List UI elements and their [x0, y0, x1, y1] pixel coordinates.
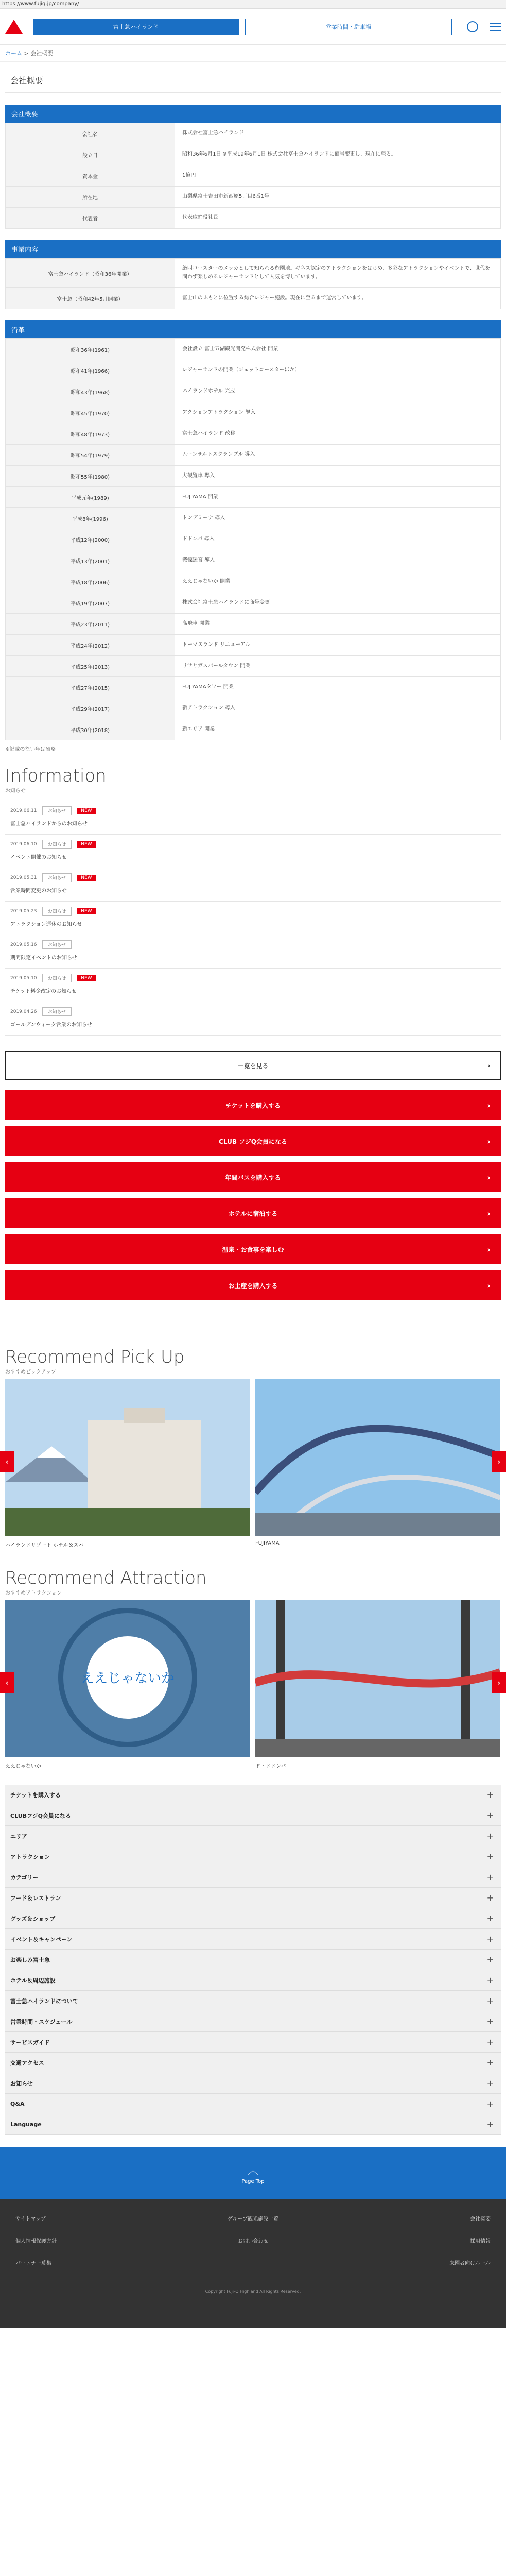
- table-row: [6, 423, 501, 445]
- plus-icon: +: [486, 1893, 494, 1903]
- plus-icon: +: [486, 2099, 494, 2109]
- row-label: 平成23年(2011): [6, 614, 175, 635]
- pickup-carousel: [0, 1379, 506, 1552]
- plus-icon: +: [486, 1810, 494, 1820]
- carousel-prev-button[interactable]: ‹: [0, 1672, 14, 1693]
- footer-link[interactable]: 個人情報保護方針: [15, 2239, 57, 2244]
- cta-button[interactable]: [5, 1090, 501, 1120]
- news-item[interactable]: [5, 835, 501, 868]
- accordion-item[interactable]: [5, 1785, 501, 1805]
- history-table: [5, 338, 501, 740]
- row-label: 平成18年(2006): [6, 571, 175, 592]
- news-meta: [10, 907, 496, 916]
- chevron-up-icon: ︿: [248, 2164, 258, 2176]
- overview-heading: 会社概要: [5, 105, 501, 123]
- table-row: [6, 466, 501, 487]
- attraction-image: [255, 1600, 500, 1757]
- plus-icon: +: [486, 2016, 494, 2026]
- business-table: [5, 258, 501, 309]
- accordion-label: チケットを購入する: [10, 1791, 61, 1799]
- news-title: 富士急ハイランドからのお知らせ: [10, 821, 88, 827]
- pickup-caption: FUJIYAMA: [255, 1540, 280, 1546]
- table-row: [6, 165, 501, 187]
- attraction-caption: ド・ドドンパ: [255, 1764, 286, 1769]
- row-value: アクションアトラクション 導入: [175, 402, 501, 423]
- breadcrumb: [0, 45, 506, 62]
- chevron-right-icon: ›: [487, 1100, 491, 1110]
- info-subtitle: お知らせ: [5, 788, 26, 794]
- accordion-label: 交通アクセス: [10, 2059, 44, 2066]
- table-row: [6, 614, 501, 635]
- plus-icon: +: [486, 2037, 494, 2047]
- table-row: [6, 656, 501, 677]
- cta-label: ホテルに宿泊する: [228, 1210, 278, 1217]
- news-title: 期間限定イベントのお知らせ: [10, 955, 77, 961]
- breadcrumb-current: 会社概要: [30, 50, 54, 57]
- news-date: 2019.06.10: [10, 841, 37, 847]
- table-row: [6, 402, 501, 423]
- accordion-label: サービスガイド: [10, 2039, 50, 2046]
- row-value: 高飛車 開業: [175, 614, 501, 635]
- plus-icon: +: [486, 2058, 494, 2067]
- news-category: お知らせ: [42, 806, 72, 815]
- pickup-card[interactable]: [255, 1379, 500, 1552]
- accordion-label: 富士急ハイランドについて: [10, 1997, 78, 2005]
- attraction-caption: ええじゃないか: [5, 1764, 41, 1769]
- cta-label: 年間パスを購入する: [225, 1174, 281, 1181]
- accordion-label: お知らせ: [10, 2080, 33, 2087]
- row-label: 富士急ハイランド（昭和36年開業）: [6, 259, 175, 288]
- row-label: 平成13年(2001): [6, 550, 175, 571]
- cta-label: チケットを購入する: [225, 1101, 281, 1109]
- menu-icon[interactable]: [490, 23, 501, 31]
- row-value: トーマスランド リニューアル: [175, 635, 501, 656]
- footer-link[interactable]: 会社概要: [469, 2216, 491, 2222]
- history-section: [5, 320, 501, 756]
- news-date: 2019.05.16: [10, 942, 37, 947]
- cta-button[interactable]: [5, 1234, 501, 1264]
- row-label: 平成29年(2017): [6, 698, 175, 719]
- table-row: [6, 288, 501, 309]
- table-row: [6, 187, 501, 208]
- plus-icon: +: [486, 1996, 494, 2006]
- row-value: 1億円: [175, 165, 501, 187]
- news-meta: [10, 806, 496, 815]
- accordion-label: CLUBフジQ会員になる: [10, 1812, 71, 1819]
- row-value: 昭和36年6月1日 ※平成19年6月1日 株式会社富士急ハイランドに商号変更し、現在に至る。: [175, 144, 501, 165]
- table-row: [6, 677, 501, 698]
- row-value: レジャーランドの開業（ジェットコースターほか）: [175, 360, 501, 381]
- news-more-button[interactable]: [5, 1051, 501, 1080]
- pickup-subtitle: おすすめピックアップ: [5, 1369, 56, 1375]
- news-category: お知らせ: [42, 974, 72, 982]
- cta-button[interactable]: [5, 1126, 501, 1156]
- business-heading: 事業内容: [5, 240, 501, 258]
- table-row: [6, 259, 501, 288]
- footer-link[interactable]: パートナー募集: [15, 2261, 51, 2266]
- table-row: [6, 719, 501, 740]
- news-date: 2019.05.10: [10, 975, 37, 981]
- accordion-item[interactable]: [5, 2073, 501, 2094]
- row-value: 代表取締役社長: [175, 208, 501, 229]
- attraction-card[interactable]: [5, 1600, 250, 1773]
- attraction-card[interactable]: [255, 1600, 500, 1773]
- accordion-item[interactable]: [5, 2032, 501, 2053]
- accordion-label: イベント＆キャンペーン: [10, 1936, 73, 1943]
- cta-label: CLUB フジQ会員になる: [219, 1138, 287, 1145]
- row-value: ええじゃないか 開業: [175, 571, 501, 592]
- table-row: [6, 592, 501, 614]
- news-meta: [10, 1007, 496, 1016]
- carousel-next-button[interactable]: ›: [492, 1451, 506, 1472]
- chevron-right-icon: ›: [487, 1280, 491, 1291]
- page-top-button[interactable]: [0, 2147, 506, 2199]
- news-category: お知らせ: [42, 940, 72, 949]
- plus-icon: +: [486, 1975, 494, 1985]
- row-value: 株式会社富士急ハイランドに商号変更: [175, 592, 501, 614]
- footer-link[interactable]: お問い合わせ: [237, 2239, 269, 2244]
- row-label: 平成24年(2012): [6, 635, 175, 656]
- row-label: 平成8年(1996): [6, 508, 175, 529]
- news-item[interactable]: [5, 935, 501, 969]
- accordion-item[interactable]: [5, 1970, 501, 1991]
- cta-label: お土産を購入する: [228, 1282, 278, 1290]
- news-date: 2019.04.26: [10, 1009, 37, 1014]
- accordion-label: 営業時間・スケジュール: [10, 2018, 73, 2025]
- browser-url[interactable]: https://www.fujiq.jp/company/: [0, 0, 506, 9]
- news-category: お知らせ: [42, 1007, 72, 1016]
- row-value: 新アトラクション 導入: [175, 698, 501, 719]
- row-value: ドドンパ 導入: [175, 529, 501, 550]
- accordion-item[interactable]: [5, 1908, 501, 1929]
- attraction-carousel: [0, 1600, 506, 1773]
- footer-link[interactable]: 来園者向けルール: [449, 2261, 491, 2266]
- accordion-item[interactable]: [5, 2114, 501, 2135]
- news-title: ゴールデンウィーク営業のお知らせ: [10, 1022, 92, 1028]
- row-label: 平成元年(1989): [6, 487, 175, 508]
- news-item[interactable]: [5, 801, 501, 835]
- news-date: 2019.05.31: [10, 875, 37, 880]
- carousel-prev-button[interactable]: ‹: [0, 1451, 14, 1472]
- hotel-image: [5, 1379, 250, 1536]
- plus-icon: +: [486, 1852, 494, 1861]
- info-title: Information: [5, 766, 107, 786]
- row-label: 資本金: [6, 165, 175, 187]
- row-label: 昭和36年(1961): [6, 339, 175, 360]
- logo[interactable]: [5, 20, 23, 34]
- cta-button[interactable]: [5, 1162, 501, 1192]
- row-value: 山梨県富士吉田市新西原5丁目6番1号: [175, 187, 501, 208]
- table-row: [6, 550, 501, 571]
- breadcrumb-separator: >: [24, 50, 31, 57]
- accordion-item[interactable]: [5, 2053, 501, 2073]
- site-header: [0, 9, 506, 45]
- row-label: 昭和55年(1980): [6, 466, 175, 487]
- accordion-label: エリア: [10, 1833, 27, 1840]
- accordion-label: フード＆レストラン: [10, 1894, 61, 1902]
- accordion-item[interactable]: [5, 2011, 501, 2032]
- accordion-item[interactable]: [5, 1805, 501, 1826]
- row-label: 設立日: [6, 144, 175, 165]
- table-row: [6, 529, 501, 550]
- carousel-next-button[interactable]: ›: [492, 1672, 506, 1693]
- chevron-right-icon: ›: [487, 1060, 491, 1071]
- table-row: [6, 487, 501, 508]
- accordion-item[interactable]: [5, 1867, 501, 1888]
- row-label: 昭和45年(1970): [6, 402, 175, 423]
- weather-icon[interactable]: [467, 21, 478, 32]
- table-row: [6, 381, 501, 402]
- chevron-right-icon: ›: [487, 1244, 491, 1255]
- table-row: [6, 571, 501, 592]
- new-badge: NEW: [77, 975, 96, 981]
- table-row: [6, 123, 501, 144]
- history-note: ※記載のない年は省略: [5, 747, 56, 752]
- news-title: イベント開催のお知らせ: [10, 855, 67, 860]
- cta-button[interactable]: [5, 1270, 501, 1300]
- news-meta: [10, 840, 496, 849]
- chevron-right-icon: ›: [487, 1172, 491, 1182]
- accordion-label: カテゴリー: [10, 1874, 39, 1881]
- row-label: 平成12年(2000): [6, 529, 175, 550]
- table-row: [6, 208, 501, 229]
- pickup-caption: ハイランドリゾート ホテル＆スパ: [5, 1543, 84, 1548]
- table-row: [6, 144, 501, 165]
- hours-parking-button[interactable]: 営業時間・駐車場: [245, 19, 452, 35]
- accordion-label: グッズ＆ショップ: [10, 1915, 56, 1922]
- cta-list: [0, 1090, 506, 1300]
- accordion-label: Q&A: [10, 2100, 25, 2107]
- row-label: 平成19年(2007): [6, 592, 175, 614]
- accordion-label: お楽しみ富士急: [10, 1956, 50, 1963]
- chevron-right-icon: ›: [487, 1208, 491, 1218]
- plus-icon: +: [486, 2120, 494, 2129]
- news-category: お知らせ: [42, 873, 72, 882]
- row-label: 平成30年(2018): [6, 719, 175, 740]
- row-label: 昭和48年(1973): [6, 423, 175, 445]
- page-top-label: Page Top: [241, 2179, 265, 2184]
- cta-button[interactable]: [5, 1198, 501, 1228]
- news-title: 営業時間変更のお知らせ: [10, 888, 67, 894]
- attraction-subtitle: おすすめアトラクション: [5, 1590, 62, 1596]
- news-category: お知らせ: [42, 840, 72, 849]
- overview-table: [5, 123, 501, 229]
- coaster-image: [255, 1379, 500, 1536]
- footer-link: [174, 2259, 333, 2266]
- table-row: [6, 635, 501, 656]
- row-label: 昭和54年(1979): [6, 445, 175, 466]
- footer: [0, 2199, 506, 2328]
- news-meta: [10, 873, 496, 882]
- row-value: 富士山のふもとに位置する総合レジャー施設。現在に至るまで運営しています。: [175, 288, 501, 309]
- plus-icon: +: [486, 1872, 494, 1882]
- breadcrumb-home[interactable]: ホーム: [5, 50, 22, 57]
- accordion-item[interactable]: [5, 1991, 501, 2011]
- row-value: 戦慄迷宮 導入: [175, 550, 501, 571]
- footer-link[interactable]: サイトマップ: [15, 2216, 46, 2222]
- business-section: [5, 240, 501, 309]
- news-more-label: 一覧を見る: [237, 1062, 269, 1070]
- table-row: [6, 508, 501, 529]
- accordion-item[interactable]: [5, 2094, 501, 2114]
- news-date: 2019.05.23: [10, 908, 37, 914]
- new-badge: NEW: [77, 908, 96, 914]
- new-badge: NEW: [77, 841, 96, 848]
- new-badge: NEW: [77, 808, 96, 814]
- plus-icon: +: [486, 1913, 494, 1923]
- copyright: Copyright Fuji-Q Highland All Rights Reserved.: [205, 2289, 301, 2294]
- highland-button[interactable]: 富士急ハイランド: [33, 19, 239, 35]
- row-value: トンデミーナ 導入: [175, 508, 501, 529]
- footer-link[interactable]: 採用情報: [469, 2239, 491, 2244]
- table-row: [6, 339, 501, 360]
- overview-section: [5, 105, 501, 229]
- plus-icon: +: [486, 2078, 494, 2088]
- row-value: 大観覧車 導入: [175, 466, 501, 487]
- accordion-label: アトラクション: [10, 1853, 50, 1860]
- cta-label: 温泉・お食事を楽しむ: [222, 1246, 284, 1253]
- accordion-label: Language: [10, 2121, 42, 2128]
- row-value: 会社設立 富士五湖観光開発株式会社 開業: [175, 339, 501, 360]
- attraction-logo-text: ええじゃないか: [80, 1671, 175, 1686]
- news-category: お知らせ: [42, 907, 72, 916]
- row-label: 昭和43年(1968): [6, 381, 175, 402]
- accordion-item[interactable]: [5, 1826, 501, 1846]
- row-label: 代表者: [6, 208, 175, 229]
- row-value: FUJIYAMAタワー 開業: [175, 677, 501, 698]
- row-value: FUJIYAMA 開業: [175, 487, 501, 508]
- accordion-item[interactable]: [5, 1950, 501, 1970]
- news-item[interactable]: [5, 969, 501, 1002]
- news-item[interactable]: [5, 868, 501, 902]
- footer-accordion: [0, 1785, 506, 2135]
- row-label: 平成27年(2015): [6, 677, 175, 698]
- plus-icon: +: [486, 1831, 494, 1841]
- row-value: 株式会社富士急ハイランド: [175, 123, 501, 144]
- pickup-card[interactable]: [5, 1379, 250, 1552]
- pickup-title: Recommend Pick Up: [5, 1347, 185, 1367]
- history-heading: 沿革: [5, 320, 501, 338]
- news-item[interactable]: [5, 1002, 501, 1036]
- page-title: 会社概要: [5, 62, 501, 93]
- row-value: リサとガスパールタウン 開業: [175, 656, 501, 677]
- row-label: 会社名: [6, 123, 175, 144]
- attraction-title: Recommend Attraction: [5, 1568, 207, 1588]
- news-meta: [10, 940, 496, 949]
- row-value: ハイランドホテル 完成: [175, 381, 501, 402]
- accordion-item[interactable]: [5, 1929, 501, 1950]
- plus-icon: +: [486, 1934, 494, 1944]
- accordion-label: ホテル＆周辺施設: [10, 1977, 56, 1984]
- accordion-item[interactable]: [5, 1846, 501, 1867]
- footer-link[interactable]: グループ観光施設一覧: [227, 2216, 279, 2222]
- row-value: 絶叫コースターのメッカとして知られる遊園地。ギネス認定のアトラクションをはじめ、多彩なアトラクションやイベントで、世代を問わず楽しめるレジャーランドとして人気を博しています。: [175, 259, 501, 288]
- row-value: 新エリア 開業: [175, 719, 501, 740]
- new-badge: NEW: [77, 875, 96, 881]
- row-label: 平成25年(2013): [6, 656, 175, 677]
- news-title: アトラクション運休のお知らせ: [10, 922, 82, 927]
- news-list: [0, 801, 506, 1036]
- table-row: [6, 698, 501, 719]
- row-label: 所在地: [6, 187, 175, 208]
- table-row: [6, 445, 501, 466]
- news-meta: [10, 974, 496, 982]
- news-date: 2019.06.11: [10, 808, 37, 814]
- row-label: 富士急（昭和42年5月開業）: [6, 288, 175, 309]
- attraction-image: [5, 1600, 250, 1757]
- row-value: ムーンサルトスクランブル 導入: [175, 445, 501, 466]
- chevron-right-icon: ›: [487, 1136, 491, 1146]
- row-label: 昭和41年(1966): [6, 360, 175, 381]
- plus-icon: +: [486, 1955, 494, 1964]
- news-title: チケット料金改定のお知らせ: [10, 989, 77, 994]
- table-row: [6, 360, 501, 381]
- news-item[interactable]: [5, 902, 501, 935]
- plus-icon: +: [486, 1790, 494, 1800]
- row-value: 富士急ハイランド 改称: [175, 423, 501, 445]
- accordion-item[interactable]: [5, 1888, 501, 1908]
